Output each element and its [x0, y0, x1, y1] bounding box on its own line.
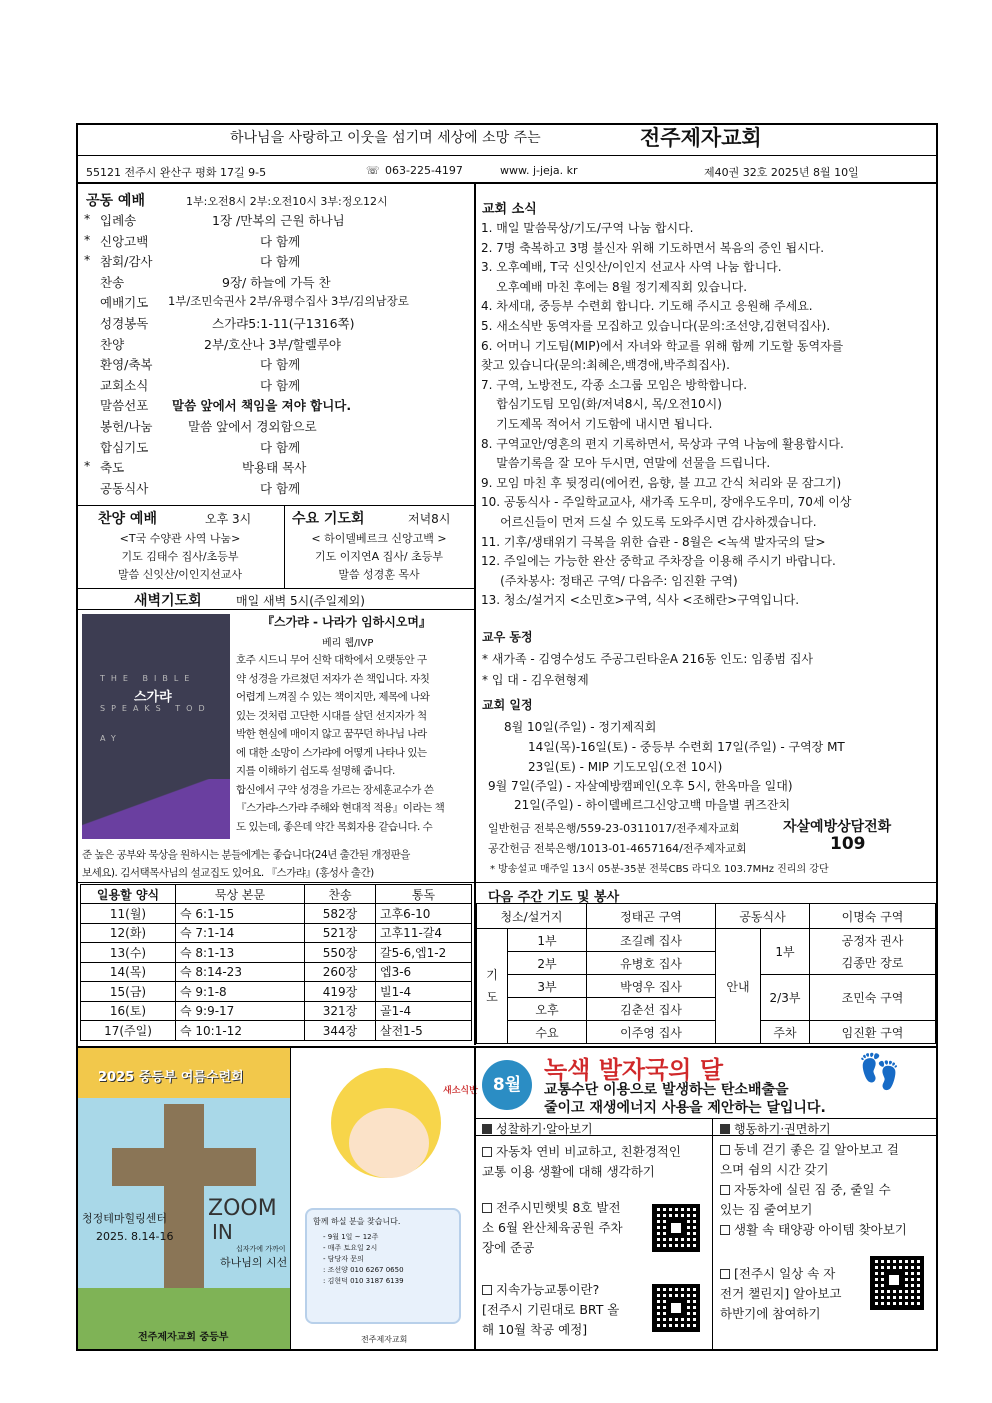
reflect-text: 장에 준공 [482, 1240, 535, 1255]
cartoon-msg: 함께 하실 분을 찾습니다. [313, 1217, 401, 1226]
reflect-text: 교통 이용 생활에 대해 생각하기 [482, 1164, 655, 1179]
cover-title: 스가랴 [134, 690, 172, 705]
worship-item-name: 공동식사 [100, 480, 149, 496]
news-item: 찾고 있습니다(문의:최혜은,백경애,박주희집사). [481, 358, 730, 373]
header-divider [78, 155, 936, 156]
reflect-text: [전주시 기린대로 BRT 올 [482, 1302, 620, 1317]
worship-mark: * [84, 458, 91, 474]
header-issue: 제40권 32호 2025년 8월 10일 [704, 166, 859, 179]
reflect-text: 소 6월 완산체육공원 주차 [482, 1220, 623, 1235]
book-review-line: 약 성경을 가르쳤던 저자가 쓴 책입니다. 자칫 [236, 672, 430, 685]
action-text: [전주시 일상 속 자 [734, 1266, 836, 1281]
book-cover-image [82, 614, 230, 834]
cartoon-line: - 9월 1일 ~ 12주 [323, 1233, 379, 1241]
news-item: 5. 새소식반 동역자를 모집하고 있습니다(문의:조선양,김현덕집사). [481, 318, 831, 333]
poster-zoom: ZOOM [208, 1196, 277, 1221]
daily-cell: 살전1-5 [376, 1021, 472, 1041]
members-line: * 새가족 - 김영수성도 주공그린타운A 216동 인도: 임종범 집사 [482, 652, 814, 666]
worship-order-item [84, 479, 474, 500]
worship-item-name: 신앙고백 [100, 233, 149, 249]
serve-guide-label: 안내 [716, 929, 761, 1044]
checkbox-icon[interactable] [720, 1269, 730, 1279]
cartoon-line: - 매주 토요일 2시 [323, 1244, 378, 1252]
daily-cell: 슥 9:9-17 [176, 1001, 305, 1021]
daily-cell: 빌1-4 [376, 982, 472, 1002]
checkbox-icon[interactable] [482, 1147, 492, 1157]
action-text: 으며 쉼의 시간 갖기 [720, 1162, 829, 1177]
book-review-line: 호주 시드니 무어 신학 대학에서 오랫동안 구 [236, 654, 427, 666]
worship-mark: * [84, 231, 91, 247]
cartoon-line: - 담당자 문의 [323, 1255, 364, 1263]
reflect-text: 지속가능교통이란? [496, 1282, 600, 1297]
cartoon-details [323, 1232, 404, 1287]
right-head-text: 행동하기·권면하기 [734, 1122, 831, 1136]
reflect-text: 해 10월 착공 예정] [482, 1322, 588, 1337]
daily-bread-table [80, 884, 472, 1041]
checkbox-icon[interactable] [482, 1203, 492, 1213]
news-item: 4. 차세대, 중등부 수련회 합니다. 기도해 주시고 응원해 주세요. [481, 299, 813, 314]
serve-prayer-label: 기도 [477, 929, 508, 1044]
news-item: 13. 청소/설거지 <소민호>구역, 식사 <조해란>구역입니다. [481, 593, 800, 608]
book-review-line: 지를 이해하기 쉽도록 설명해 줍니다. [236, 765, 395, 777]
header-bottom-rule [78, 182, 936, 184]
worship-item-name: 예배기도 [100, 295, 149, 311]
sosikban-cartoon-image [291, 1048, 478, 1349]
worship-item-name: 봉헌/나눔 [100, 418, 153, 434]
praise-line: 말씀 신잇산/이인지선교사 [117, 568, 243, 581]
worship-item-detail: 말씀 앞에서 책임을 져야 합니다. [172, 398, 352, 414]
prayer-person: 유병호 집사 [587, 952, 716, 975]
church-name: 전주제자교회 [640, 126, 762, 150]
rule [284, 505, 285, 588]
daily-row [81, 1021, 472, 1041]
dawn-text: 매일 새벽 5시(주일제외) [236, 594, 365, 608]
checkbox-icon [482, 1124, 492, 1134]
worship-item-detail: 다 함께 [260, 357, 301, 373]
news-item: 9. 모임 마친 후 뒷정리(에어컨, 음향, 불 끄고 간식 처리와 문 잠그기) [481, 475, 842, 490]
daily-cell: 슥 8:1-13 [176, 943, 305, 963]
guide-person-1: 공정자 권사 [841, 933, 904, 948]
praise-line: <T국 수양관 사역 나눔> [119, 532, 241, 545]
daily-row [81, 923, 472, 943]
worship-order-item [84, 376, 474, 397]
wednesday-line: < 하이델베르크 신앙고백 > [311, 532, 447, 545]
daily-cell: 11(월) [81, 904, 176, 924]
checkbox-icon[interactable] [720, 1145, 730, 1155]
daily-header: 일용할 양식 [81, 885, 176, 904]
prayer-person: 박영우 집사 [587, 975, 716, 998]
worship-item-name: 참회/감사 [100, 254, 153, 270]
worship-order-item [84, 335, 474, 356]
daily-row [81, 962, 472, 982]
action-text: 전거 챌린지] 알아보고 [720, 1286, 842, 1301]
cross-bar [112, 1148, 256, 1186]
reflect-item [482, 1142, 708, 1182]
cartoon-footer: 전주제자교회 [361, 1335, 408, 1344]
cartoon-line: : 김현덕 010 3187 6139 [323, 1277, 404, 1285]
wednesday-details [286, 530, 472, 584]
schedule-line: 21일(주일) - 하이델베르그신앙고백 마을별 퀴즈잔치 [514, 798, 791, 812]
worship-order-item [84, 458, 474, 479]
schedule-line: 8월 10일(주일) - 정기제직회 [504, 720, 657, 734]
worship-item-name: 찬송 [100, 274, 125, 290]
daily-cell: 엡3-6 [376, 962, 472, 982]
worship-mark: * [84, 252, 91, 268]
worship-item-detail: 박용태 목사 [242, 460, 307, 476]
dawn-title: 새벽기도회 [134, 593, 202, 609]
book-review-line: 있는 것처럼 고단한 시대를 살던 선지자가 척 [236, 709, 427, 722]
prayer-person: 이주영 집사 [587, 1021, 716, 1044]
header-phone: 063-225-4197 [385, 164, 463, 177]
left-head-text: 성찰하기·알아보기 [496, 1122, 593, 1136]
prayer-slot: 수요 [508, 1021, 587, 1044]
cross-icon [164, 1104, 204, 1294]
daily-header: 묵상 본문 [176, 885, 305, 904]
worship-order-item [84, 417, 474, 438]
rule [712, 1118, 713, 1349]
checkbox-icon[interactable] [720, 1225, 730, 1235]
daily-cell: 슥 10:1-12 [176, 1021, 305, 1041]
serve-meal-label: 공동식사 [716, 904, 810, 929]
news-item: 7. 구역, 노방전도, 각종 소그룹 모임은 방학합니다. [481, 377, 748, 392]
green-title: 녹색 발자국의 달 [544, 1056, 723, 1084]
daily-cell: 고후6-10 [376, 904, 472, 924]
praise-line: 기도 김태수 집사/초등부 [121, 550, 239, 563]
hotline-label: 자살예방상담전화 [783, 819, 892, 835]
daily-cell: 550장 [305, 943, 376, 963]
worship-order-item [84, 211, 474, 232]
news-item: 오후예배 마친 후에는 8월 정기제직회 있습니다. [481, 279, 748, 294]
parking-value: 임진환 구역 [810, 1021, 936, 1044]
book-review-line: 에 대한 소망이 스가랴에 어떻게 나타나 있는 [236, 746, 427, 759]
daily-cell: 321장 [305, 1001, 376, 1021]
header-address: 55121 전주시 완산구 평화 17길 9-5 [86, 166, 267, 179]
daily-cell: 12(화) [81, 923, 176, 943]
book-review-line: 준 높은 공부와 묵상을 원하시는 분들에게는 좋습니다(24년 출간된 개정판을 [82, 849, 410, 861]
schedule-line: 9월 7일(주일) - 자살예방캠페인(오후 5시, 한옥마을 일대) [488, 779, 793, 793]
worship-order-item [84, 293, 474, 314]
worship-item-name: 환영/축복 [100, 357, 153, 373]
daily-cell: 갈5-6,엡1-2 [376, 943, 472, 963]
cover-accent [82, 779, 230, 839]
daily-cell: 고후11-갈4 [376, 923, 472, 943]
worship-item-name: 교회소식 [100, 377, 149, 393]
worship-item-name: 찬양 [100, 336, 125, 352]
schedule-line: 23일(토) - MIP 기도모임(오전 10시) [528, 760, 723, 774]
schedule-line: 14일(목)-16일(토) - 중등부 수련회 17일(주일) - 구역장 MT [528, 740, 845, 754]
action-text: 하반기에 참여하기 [720, 1306, 821, 1321]
prayer-person: 김춘선 집사 [587, 998, 716, 1021]
month-badge: 8월 [482, 1060, 532, 1110]
worship-item-detail: 스가랴5:1-11(구1316쪽) [212, 315, 355, 331]
offering-general: 일반헌금 전북은행/559-23-0311017/전주제자교회 [488, 822, 740, 835]
news-list [481, 219, 933, 611]
reflect-text: 전주시민햇빛 8호 발전 [496, 1200, 621, 1215]
news-item: 3. 오후예배, T국 신잇산/이인지 선교사 사역 나눔 합니다. [481, 260, 782, 275]
worship-order-list [84, 211, 474, 499]
guide-slot: 2/3부 [761, 975, 810, 1021]
members-line: * 입 대 - 김우현형제 [482, 673, 589, 687]
daily-cell: 13(수) [81, 943, 176, 963]
daily-cell: 260장 [305, 962, 376, 982]
serve-clean-label: 청소/설거지 [477, 904, 587, 929]
action-item [720, 1140, 932, 1240]
serve-title: 다음 주간 기도 및 봉사 [488, 890, 620, 905]
serve-clean-value: 정태곤 구역 [587, 904, 716, 929]
wednesday-line: 기도 이지연A 집사/ 초등부 [315, 550, 443, 563]
rule [78, 588, 474, 589]
retreat-poster-image [78, 1048, 290, 1349]
book-review-line: 도 있는데, 좋은데 약간 목회자용 같습니다. 수 [236, 820, 433, 833]
praise-title: 찬양 예배 [98, 511, 157, 527]
prayer-slot: 오후 [508, 998, 587, 1021]
prayer-person: 조길례 집사 [587, 929, 716, 952]
checkbox-icon [720, 1124, 730, 1134]
hotline-number: 109 [830, 834, 866, 854]
daily-row [81, 1001, 472, 1021]
reflect-item [482, 1198, 652, 1258]
book-review-line: 보세요). 김서택목사님의 설교집도 있어요. 『스가랴』(홍성사 출간) [82, 867, 374, 879]
daily-header: 통독 [376, 885, 472, 904]
daily-row [81, 943, 472, 963]
worship-order-item [84, 232, 474, 253]
daily-cell: 골1-4 [376, 1001, 472, 1021]
footprint-icon: 👣 [858, 1052, 901, 1092]
rule [474, 1048, 476, 1349]
book-review-line: 박한 현실에 매이지 않고 꿈꾸던 하나님 나라 [236, 728, 427, 740]
daily-cell: 슥 9:1-8 [176, 982, 305, 1002]
worship-times: 1부:오전8시 2부:오전10시 3부:정오12시 [186, 195, 388, 208]
qr-code-icon[interactable] [652, 1284, 700, 1332]
serve-meal-value: 이명숙 구역 [810, 904, 936, 929]
poster-place: 청정테마힐링센터 [82, 1212, 168, 1225]
daily-cell: 16(토) [81, 1001, 176, 1021]
guide-person [810, 929, 936, 975]
worship-order-item [84, 396, 474, 417]
cartoon-face [349, 1108, 429, 1178]
left-head [482, 1120, 593, 1137]
poster-in: IN [212, 1220, 233, 1244]
rule [78, 505, 474, 506]
poster-footer: 전주제자교회 중등부 [138, 1332, 229, 1343]
worship-order-item [84, 438, 474, 459]
prayer-slot: 1부 [508, 929, 587, 952]
worship-title: 공동 예배 [86, 193, 145, 209]
news-item: 말씀기록을 잘 모아 두시면, 연말에 선물을 드립니다. [481, 456, 771, 471]
rule [476, 1118, 936, 1119]
serve-table [476, 903, 936, 1044]
poster-sub2: 하나님의 시선 [220, 1256, 288, 1269]
news-item: 어르신들이 먼저 드실 수 있도록 도와주시면 감사하겠습니다. [481, 514, 817, 529]
worship-item-name: 성경봉독 [100, 315, 149, 331]
wednesday-time: 저녁8시 [408, 512, 451, 526]
daily-cell: 슥 7:1-14 [176, 923, 305, 943]
news-item: 기도제목 적어서 기도함에 내시면 됩니다. [481, 416, 713, 431]
poster-date: 2025. 8.14-16 [96, 1230, 174, 1243]
action-text: 생활 속 태양광 아이템 찾아보기 [734, 1222, 907, 1237]
praise-details [80, 530, 280, 584]
news-item: 12. 주일에는 가능한 완산 중학교 주차장을 이용해 주시기 바랍니다. [481, 554, 836, 569]
green-sub2: 줄이고 재생에너지 사용을 제안하는 달입니다. [544, 1100, 826, 1116]
broadcast-info: * 방송설교 매주일 13시 05분-35분 전북CBS 라디오 103.7MHz 진리의 강단 [490, 864, 829, 875]
parking-label: 주차 [761, 1021, 810, 1044]
daily-row [81, 982, 472, 1002]
action-text: 있는 짐 줄여보기 [720, 1202, 813, 1217]
news-item: 합심기도팀 모임(화/저녁8시, 목/오전10시) [481, 397, 722, 412]
wednesday-line: 말씀 성경훈 목사 [338, 568, 420, 581]
daily-cell: 17(주일) [81, 1021, 176, 1041]
daily-cell: 슥 6:1-15 [176, 904, 305, 924]
news-item: 2. 7명 축복하고 3명 불신자 위해 기도하면서 복음의 증인 됩시다. [481, 240, 825, 255]
worship-item-detail: 다 함께 [260, 377, 301, 393]
worship-item-name: 말씀선포 [100, 398, 149, 414]
right-head [720, 1120, 831, 1137]
book-review-line: 어렵게 느껴질 수 있는 책이지만, 제목에 나와 [236, 691, 430, 703]
wednesday-title: 수요 기도회 [292, 511, 365, 527]
news-item: 1. 매일 말씀묵상/기도/구역 나눔 합시다. [481, 221, 694, 235]
action-text: 동네 걷기 좋은 길 알아보고 걸 [734, 1142, 899, 1157]
worship-order-item [84, 314, 474, 335]
worship-item-detail: 말씀 앞에서 경외함으로 [188, 418, 317, 434]
checkbox-icon[interactable] [720, 1185, 730, 1195]
worship-order-item [84, 273, 474, 294]
qr-code-icon[interactable] [870, 1256, 924, 1310]
worship-item-detail: 다 함께 [260, 439, 301, 455]
daily-cell: 15(금) [81, 982, 176, 1002]
header-motto: 하나님을 사랑하고 이웃을 섬기며 세상에 소망 주는 [230, 130, 541, 146]
offering-space: 공간헌금 전북은행/1013-01-4657164/전주제자교회 [488, 842, 747, 855]
news-title: 교회 소식 [482, 202, 537, 217]
worship-item-name: 축도 [100, 460, 125, 476]
qr-code-icon[interactable] [652, 1204, 700, 1252]
action-item [720, 1264, 870, 1324]
cartoon-badge: 새소식반 [443, 1086, 478, 1096]
poster-sub1: 십자가에 가까이 [236, 1245, 286, 1253]
worship-item-name: 입례송 [100, 213, 137, 228]
worship-order-item [84, 355, 474, 376]
book-title: 『스가랴 - 나라가 임하시오며』 [262, 615, 432, 629]
daily-header: 찬송 [305, 885, 376, 904]
daily-cell: 419장 [305, 982, 376, 1002]
worship-order-item [84, 252, 474, 273]
worship-item-name: 합심기도 [100, 439, 149, 455]
book-author: 베리 웹/IVP [322, 638, 374, 649]
worship-item-detail: 1부/조민숙권사 2부/유평수집사 3부/김의남장로 [168, 294, 409, 309]
daily-cell: 582장 [305, 904, 376, 924]
news-item: 8. 구역교안/영혼의 편지 기록하면서, 묵상과 구역 나눔에 활용합시다. [481, 436, 844, 451]
worship-item-detail: 2부/호산나 3부/할렐루야 [204, 336, 341, 352]
guide-person-2: 김종만 장로 [841, 955, 904, 970]
news-item: (주차봉사: 정태곤 구역/ 다음주: 임진환 구역) [481, 573, 738, 588]
worship-mark: * [84, 211, 91, 226]
rule [78, 882, 936, 883]
praise-time: 오후 3시 [205, 512, 252, 526]
guide-slot: 1부 [761, 929, 810, 975]
schedule-title: 교회 일정 [482, 698, 533, 712]
members-title: 교우 동정 [482, 630, 533, 644]
news-item: 11. 기후/생태위기 극복을 위한 습관 - 8월은 <녹색 발자국의 달> [481, 534, 826, 549]
news-item: 10. 공동식사 - 주일학교교사, 새가족 도우미, 장애우도우미, 70세 이상 [481, 495, 852, 510]
worship-item-detail: 다 함께 [260, 254, 301, 270]
news-item: 6. 어머니 기도팀(MIP)에서 자녀와 학교를 위해 함께 기도할 동역자를 [481, 338, 844, 353]
prayer-slot: 3부 [508, 975, 587, 998]
daily-row [81, 904, 472, 924]
poster-title: 2025 중등부 여름수련회 [98, 1070, 244, 1085]
reflect-text: 자동차 연비 비교하고, 친환경적인 [496, 1144, 681, 1159]
green-sub1: 교통수단 이용으로 발생하는 탄소배출을 [544, 1082, 789, 1098]
worship-item-detail: 9장/ 하늘에 가득 찬 [222, 274, 331, 290]
rule [78, 609, 474, 610]
header-web[interactable]: www. j-jeja. kr [500, 164, 578, 177]
daily-cell: 521장 [305, 923, 376, 943]
worship-item-detail: 다 함께 [260, 233, 301, 249]
daily-cell: 14(목) [81, 962, 176, 982]
prayer-slot: 2부 [508, 952, 587, 975]
book-review [236, 651, 470, 836]
daily-cell: 슥 8:14-23 [176, 962, 305, 982]
action-text: 자동차에 실린 짐 중, 줄일 수 [734, 1182, 891, 1197]
reflect-item [482, 1280, 652, 1340]
cartoon-line: : 조선양 010 6267 0650 [323, 1266, 404, 1274]
book-review-line: 『스가랴-스가랴 주해와 현대적 적용』이라는 책 [236, 802, 445, 814]
guide-person: 조민숙 구역 [810, 975, 936, 1021]
worship-item-detail: 다 함께 [260, 480, 301, 496]
book-review-line: 합신에서 구약 성경을 가르는 장세훈교수가 쓴 [236, 783, 434, 796]
worship-item-detail: 1장 /만복의 근원 하나님 [212, 213, 345, 228]
daily-rows [81, 904, 472, 1041]
daily-cell: 344장 [305, 1021, 376, 1041]
cover-series: THE BIBLE SPEAKS TODAY [100, 674, 211, 743]
checkbox-icon[interactable] [482, 1285, 492, 1295]
phone-icon: ☏ [366, 164, 380, 177]
